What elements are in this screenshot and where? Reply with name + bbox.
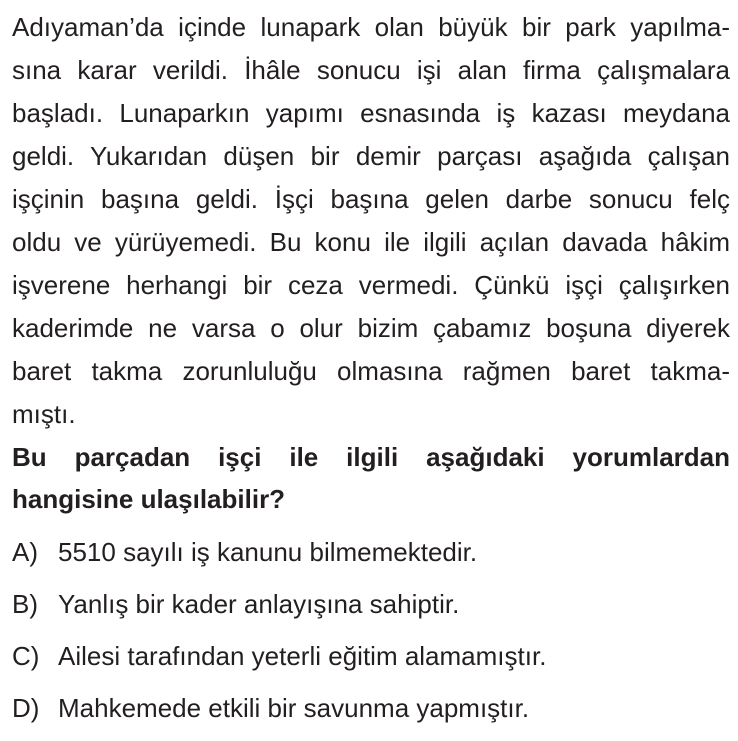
option-d[interactable] [12, 682, 730, 734]
passage-line: sına karar verildi. İhâle sonucu işi alan firma çalışmalara [12, 55, 730, 85]
question-page [12, 0, 730, 734]
option-text: Ailesi tarafından yeterli eğitim alamamıştır. [58, 640, 547, 671]
passage-line: Adıyaman’da içinde lunapark olan büyük bir park yapılma- [12, 12, 730, 42]
passage-line: baret takma zorunluluğu olmasına rağmen baret takma- [12, 356, 730, 386]
answer-options [12, 526, 730, 734]
question-line: Bu parçadan işçi ile ilgili aşağıdaki yorumlardan [12, 442, 730, 472]
passage-line: işverene herhangi bir ceza vermedi. Çünkü işçi çalışırken [12, 270, 730, 300]
option-letter: C) [12, 640, 40, 671]
option-c[interactable] [12, 630, 730, 682]
option-letter: D) [12, 692, 40, 723]
passage-line: kaderimde ne varsa o olur bizim çabamız boşuna diyerek [12, 313, 730, 343]
option-letter: B) [12, 588, 38, 619]
passage [12, 0, 730, 436]
passage-line: mıştı. [12, 399, 76, 429]
option-text: 5510 sayılı iş kanunu bilmemektedir. [58, 536, 478, 567]
option-b[interactable] [12, 578, 730, 630]
option-text: Mahkemede etkili bir savunma yapmıştır. [58, 692, 530, 723]
question-stem [12, 436, 730, 520]
passage-line: oldu ve yürüyemedi. Bu konu ile ilgili açılan davada hâkim [12, 227, 730, 257]
passage-line: geldi. Yukarıdan düşen bir demir parçası aşağıda çalışan [12, 141, 730, 171]
option-a[interactable] [12, 526, 730, 578]
question-line: hangisine ulaşılabilir? [12, 484, 286, 514]
passage-line: başladı. Lunaparkın yapımı esnasında iş kazası meydana [12, 98, 730, 128]
option-text: Yanlış bir kader anlayışına sahiptir. [58, 588, 460, 619]
option-letter: A) [12, 536, 38, 567]
passage-line: işçinin başına geldi. İşçi başına gelen darbe sonucu felç [12, 184, 730, 214]
